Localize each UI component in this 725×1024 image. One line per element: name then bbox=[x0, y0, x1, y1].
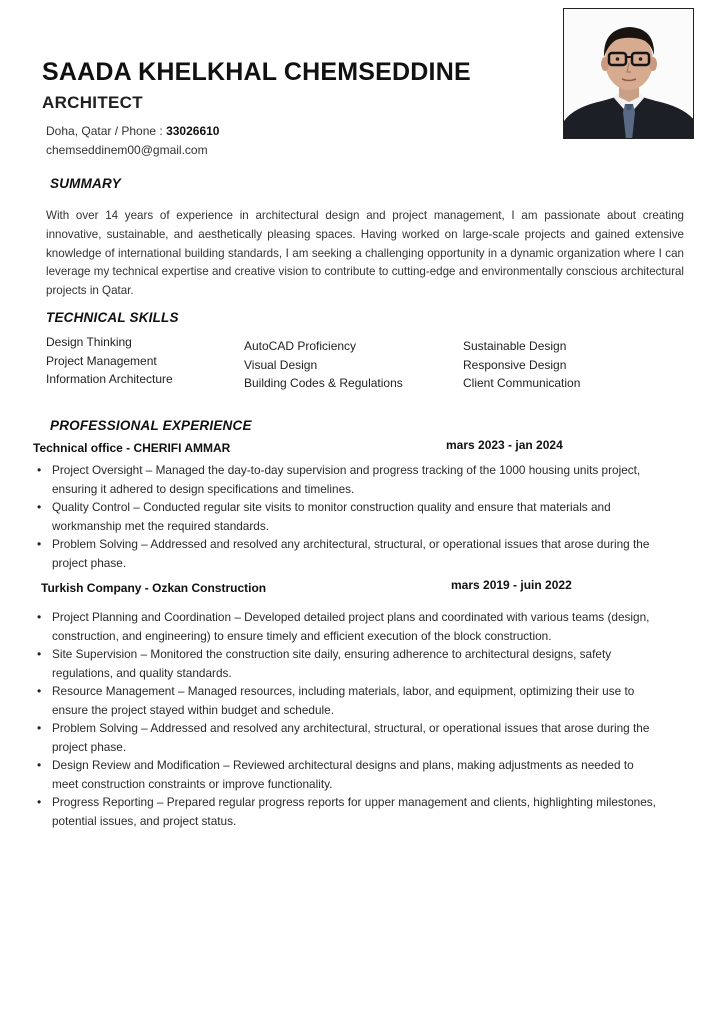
location-phone bbox=[46, 124, 219, 138]
job-dates: mars 2019 - juin 2022 bbox=[451, 578, 572, 592]
list-item: • Project Planning and Coordination – Developed detailed project plans and coordinated with various teams (design, construction, and engineering) to ensure timely and efficient execution of the block construction. bbox=[32, 608, 662, 645]
list-item: • Site Supervision – Monitored the construction site daily, ensuring adherence to architectural designs, safety regulations, and quality standards. bbox=[32, 645, 662, 682]
profile-photo bbox=[563, 8, 694, 139]
email-address: chemseddinem00@gmail.com bbox=[46, 143, 208, 157]
summary-heading: SUMMARY bbox=[50, 176, 121, 191]
list-item: • Resource Management – Managed resources, including materials, labor, and equipment, optimizing their use to ensure the project stayed within budget and schedule. bbox=[32, 682, 662, 719]
skills-heading: TECHNICAL SKILLS bbox=[46, 310, 179, 325]
job-bullet-list bbox=[32, 461, 662, 572]
summary-text: With over 14 years of experience in architectural design and project management, I am passionate about creating innovative, sustainable, and aesthetically pleasing spaces. Having worked on large-scale projects and gained extensive knowledge of international building standards, I am seeking a challenging opportunity in a dynamic organization where I can leverage my technical expertise and creative vision to contribute to cutting-edge and environmentally conscious architectural projects in Qatar. bbox=[46, 209, 684, 298]
skill-item: Client Communication bbox=[463, 376, 581, 390]
portrait-image bbox=[564, 9, 694, 139]
job-title: Technical office - CHERIFI AMMAR bbox=[33, 441, 231, 455]
list-item: • Progress Reporting – Prepared regular progress reports for upper management and clients, highlighting milestones, potential issues, and project status. bbox=[32, 793, 662, 830]
skill-item: Information Architecture bbox=[46, 372, 173, 386]
list-item: • Quality Control – Conducted regular site visits to monitor construction quality and ensure that materials and workmanship met the required standards. bbox=[32, 498, 662, 535]
phone-number: 33026610 bbox=[166, 124, 220, 138]
list-item: • Project Oversight – Managed the day-to-day supervision and progress tracking of the 1000 housing units project, ensuring it adhered to design specifications and timelines. bbox=[32, 461, 662, 498]
skills-column-3 bbox=[463, 337, 580, 393]
job-bullet-list bbox=[32, 608, 662, 830]
skill-item: Visual Design bbox=[244, 357, 318, 372]
skills-column-1 bbox=[46, 333, 173, 389]
list-item: • Problem Solving – Addressed and resolved any architectural, structural, or operational issues that arose during the project phase. bbox=[32, 719, 662, 756]
skill-item: Responsive Design bbox=[463, 357, 567, 372]
skill-item: Sustainable Design bbox=[463, 339, 567, 353]
job-role: ARCHITECT bbox=[42, 93, 143, 112]
skill-item: Project Management bbox=[46, 353, 157, 368]
skills-column-2 bbox=[244, 337, 403, 393]
job-dates: mars 2023 - jan 2024 bbox=[446, 438, 563, 452]
list-item: • Design Review and Modification – Reviewed architectural designs and plans, making adjustments as needed to meet construction constraints or improve functionality. bbox=[32, 756, 662, 793]
skill-item: AutoCAD Proficiency bbox=[244, 339, 357, 353]
job-title: Turkish Company - Ozkan Construction bbox=[41, 581, 267, 595]
candidate-name: SAADA KHELKHAL CHEMSEDDINE bbox=[42, 58, 471, 86]
skill-item: Design Thinking bbox=[46, 335, 132, 349]
list-item: • Problem Solving – Addressed and resolved any architectural, structural, or operational issues that arose during the project phase. bbox=[32, 535, 662, 572]
experience-heading: PROFESSIONAL EXPERIENCE bbox=[50, 418, 252, 433]
skill-item: Building Codes & Regulations bbox=[244, 376, 403, 390]
location-label: Doha, Qatar / Phone : bbox=[46, 124, 167, 138]
